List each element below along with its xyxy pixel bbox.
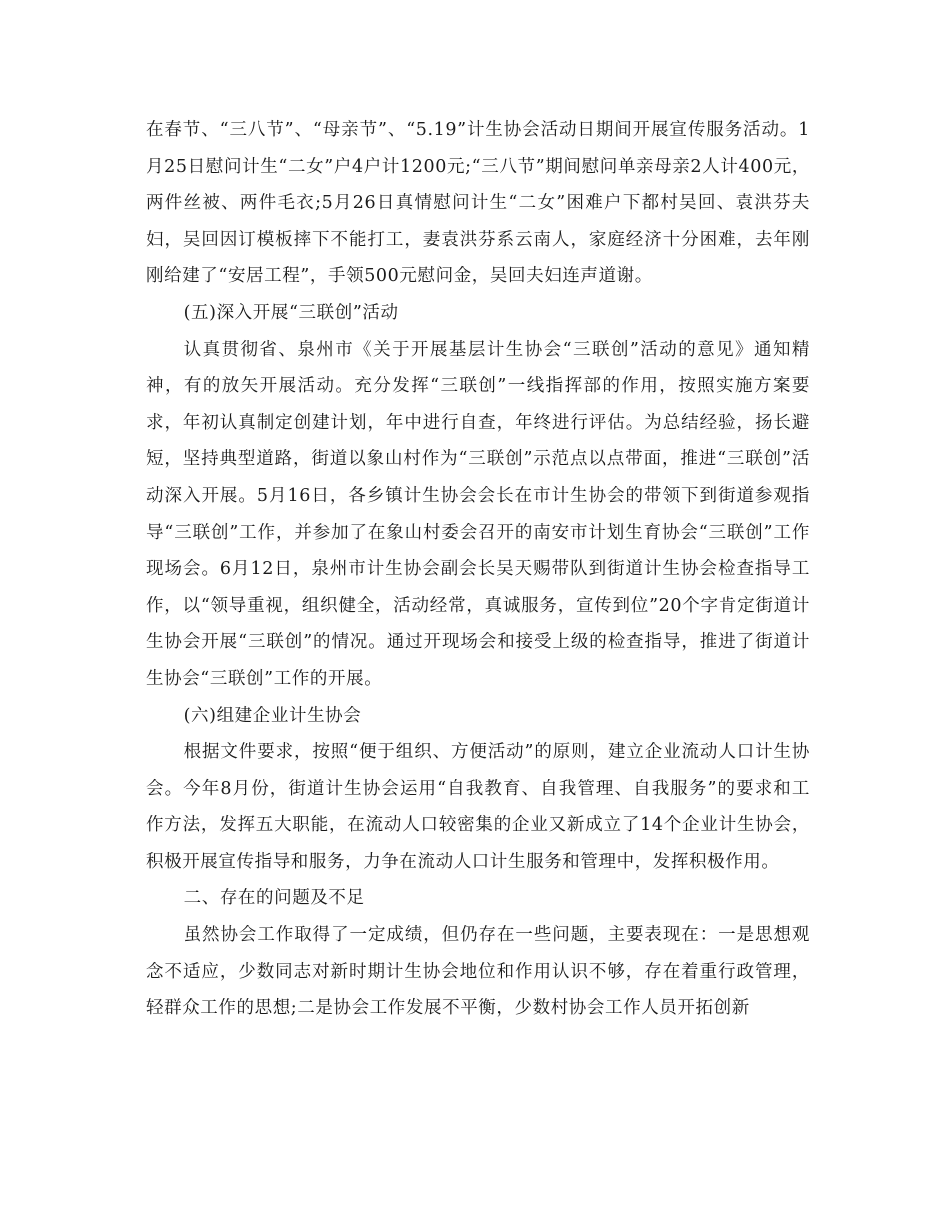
section-heading-problems: 二、存在的问题及不足 [183,888,365,909]
paragraph-three-linked-creation: 认真贯彻省、泉州市《关于开展基层计生协会“三联创”活动的意见》通知精神，有的放矢开展活动。充分发挥“三联创”一线指挥部的作用，按照实施方案要求，年初认真制定创建计划，年中进行自查，年终进行评估。为总结经验，扬长避短，坚持典型道路，街道以象山村作为“三联创”示范点以点带面，推进“三联创”活动深入开展。5月16日，各乡镇计生协会会长在市计生协会的带领下到街道参观指导“三联创”工作，并参加了在象山村委会召开的南安市计划生育协会“三联创”工作现场会。6月12日，泉州市计生协会副会长吴天赐带队到街道计生协会检查指导工作，以“领导重视，组织健全，活动经常，真诚服务，宣传到位”20个字肯定街道计生协会开展“三联创”的情况。通过开现场会和接受上级的检查指导，推进了街道计生协会“三联创”工作的开展。 [146,339,810,689]
paragraph-continuation: 在春节、“三八节”、“母亲节”、“5.19”计生协会活动日期间开展宣传服务活动。1月25日慰问计生“二女”户4户计1200元;“三八节”期间慰问单亲母亲2人计400元，两件丝被、两件毛衣;5月26日真情慰问计生“二女”困难户下都村吴回、袁洪芬夫妇，吴回因订模板摔下不能打工，妻袁洪芬系云南人，家庭经济十分困难，去年刚刚给建了“安居工程”，手领500元慰问金，吴回夫妇连声道谢。 [146,120,810,287]
paragraph-enterprise-association: 根据文件要求，按照“便于组织、方便活动”的原则，建立企业流动人口计生协会。今年8月份，街道计生协会运用“自我教育、自我管理、自我服务”的要求和工作方法，发挥五大职能，在流动人口较密集的企业又新成立了14个企业计生协会，积极开展宣传指导和服务，力争在流动人口计生服务和管理中，发挥积极作用。 [146,742,810,872]
section-heading-six: (六)组建企业计生协会 [183,705,362,726]
paragraph-problems: 虽然协会工作取得了一定成绩，但仍存在一些问题，主要表现在：一是思想观念不适应，少数同志对新时期计生协会地位和作用认识不够，存在着重行政管理，轻群众工作的思想;二是协会工作发展不平衡，少数村协会工作人员开拓创新 [146,925,810,1019]
section-heading-five: (五)深入开展“三联创”活动 [183,302,399,323]
